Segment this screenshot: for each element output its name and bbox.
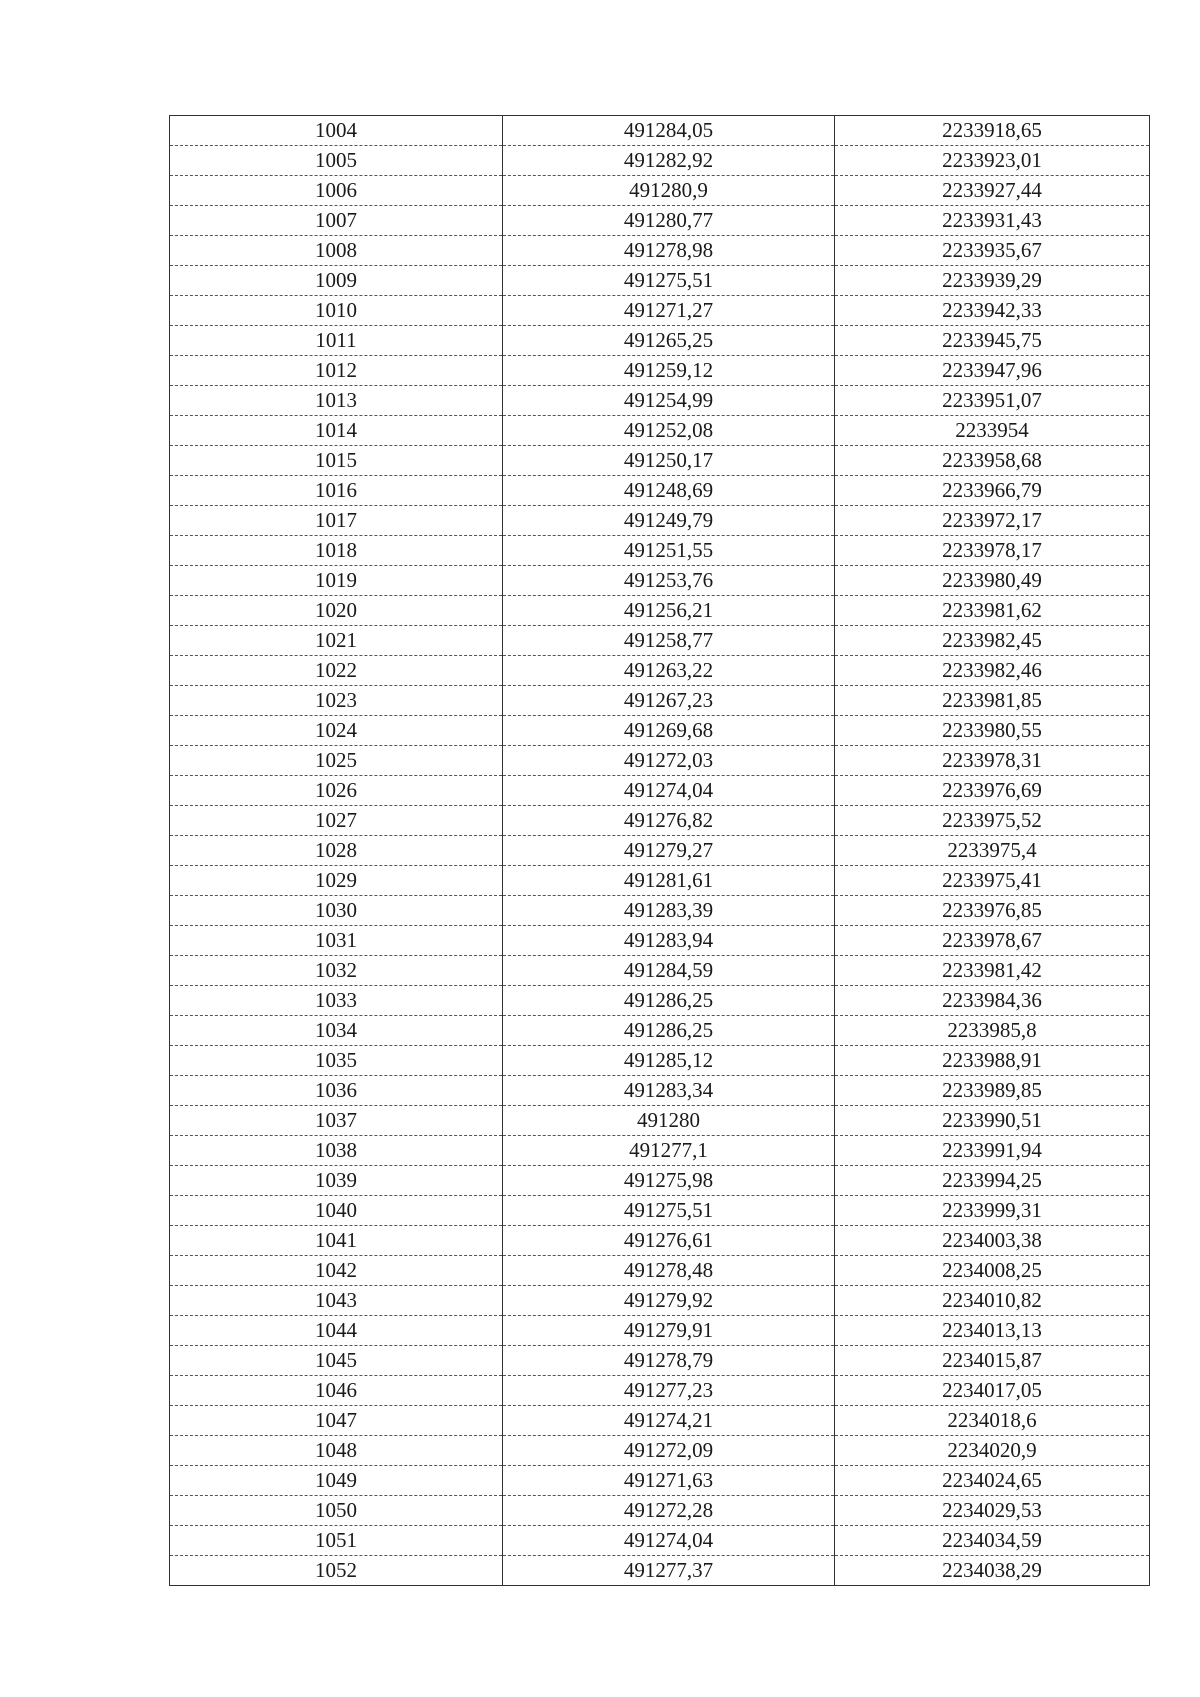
- x-coordinate-cell: 491248,69: [503, 476, 835, 506]
- table-row: [170, 1436, 1150, 1466]
- point-number-cell: 1039: [170, 1166, 503, 1196]
- y-coordinate-cell: 2233978,31: [835, 746, 1150, 776]
- x-coordinate-cell: 491267,23: [503, 686, 835, 716]
- y-coordinate-cell: 2233942,33: [835, 296, 1150, 326]
- y-coordinate-cell: 2233918,65: [835, 116, 1150, 146]
- x-coordinate-cell: 491252,08: [503, 416, 835, 446]
- x-coordinate-cell: 491282,92: [503, 146, 835, 176]
- table-row: [170, 1466, 1150, 1496]
- y-coordinate-cell: 2233990,51: [835, 1106, 1150, 1136]
- x-coordinate-cell: 491277,1: [503, 1136, 835, 1166]
- table-row: [170, 746, 1150, 776]
- point-number-cell: 1018: [170, 536, 503, 566]
- point-number-cell: 1027: [170, 806, 503, 836]
- y-coordinate-cell: 2234029,53: [835, 1496, 1150, 1526]
- table-row: [170, 1496, 1150, 1526]
- table-row: [170, 1556, 1150, 1586]
- table-row: [170, 986, 1150, 1016]
- y-coordinate-cell: 2234003,38: [835, 1226, 1150, 1256]
- y-coordinate-cell: 2233988,91: [835, 1046, 1150, 1076]
- point-number-cell: 1032: [170, 956, 503, 986]
- y-coordinate-cell: 2233976,85: [835, 896, 1150, 926]
- x-coordinate-cell: 491277,37: [503, 1556, 835, 1586]
- point-number-cell: 1035: [170, 1046, 503, 1076]
- y-coordinate-cell: 2233945,75: [835, 326, 1150, 356]
- point-number-cell: 1030: [170, 896, 503, 926]
- table-row: [170, 386, 1150, 416]
- y-coordinate-cell: 2233947,96: [835, 356, 1150, 386]
- y-coordinate-cell: 2233972,17: [835, 506, 1150, 536]
- point-number-cell: 1017: [170, 506, 503, 536]
- table-row: [170, 176, 1150, 206]
- point-number-cell: 1014: [170, 416, 503, 446]
- table-row: [170, 566, 1150, 596]
- point-number-cell: 1005: [170, 146, 503, 176]
- x-coordinate-cell: 491269,68: [503, 716, 835, 746]
- y-coordinate-cell: 2233981,42: [835, 956, 1150, 986]
- y-coordinate-cell: 2233951,07: [835, 386, 1150, 416]
- table-row: [170, 626, 1150, 656]
- point-number-cell: 1045: [170, 1346, 503, 1376]
- x-coordinate-cell: 491265,25: [503, 326, 835, 356]
- point-number-cell: 1019: [170, 566, 503, 596]
- x-coordinate-cell: 491286,25: [503, 1016, 835, 1046]
- point-number-cell: 1006: [170, 176, 503, 206]
- table-row: [170, 326, 1150, 356]
- y-coordinate-cell: 2233981,85: [835, 686, 1150, 716]
- point-number-cell: 1015: [170, 446, 503, 476]
- y-coordinate-cell: 2233982,46: [835, 656, 1150, 686]
- x-coordinate-cell: 491279,91: [503, 1316, 835, 1346]
- point-number-cell: 1020: [170, 596, 503, 626]
- table-row: [170, 1226, 1150, 1256]
- y-coordinate-cell: 2233980,49: [835, 566, 1150, 596]
- point-number-cell: 1042: [170, 1256, 503, 1286]
- y-coordinate-cell: 2233939,29: [835, 266, 1150, 296]
- table-row: [170, 536, 1150, 566]
- point-number-cell: 1050: [170, 1496, 503, 1526]
- table-row: [170, 1286, 1150, 1316]
- table-row: [170, 1256, 1150, 1286]
- y-coordinate-cell: 2234015,87: [835, 1346, 1150, 1376]
- x-coordinate-cell: 491281,61: [503, 866, 835, 896]
- point-number-cell: 1023: [170, 686, 503, 716]
- table-row: [170, 236, 1150, 266]
- point-number-cell: 1007: [170, 206, 503, 236]
- y-coordinate-cell: 2234013,13: [835, 1316, 1150, 1346]
- table-row: [170, 1316, 1150, 1346]
- x-coordinate-cell: 491284,05: [503, 116, 835, 146]
- x-coordinate-cell: 491275,98: [503, 1166, 835, 1196]
- y-coordinate-cell: 2233976,69: [835, 776, 1150, 806]
- x-coordinate-cell: 491277,23: [503, 1376, 835, 1406]
- y-coordinate-cell: 2233999,31: [835, 1196, 1150, 1226]
- x-coordinate-cell: 491278,98: [503, 236, 835, 266]
- x-coordinate-cell: 491250,17: [503, 446, 835, 476]
- point-number-cell: 1038: [170, 1136, 503, 1166]
- table-row: [170, 1196, 1150, 1226]
- table-row: [170, 1526, 1150, 1556]
- point-number-cell: 1009: [170, 266, 503, 296]
- table-row: [170, 296, 1150, 326]
- y-coordinate-cell: 2233966,79: [835, 476, 1150, 506]
- point-number-cell: 1013: [170, 386, 503, 416]
- table-row: [170, 956, 1150, 986]
- y-coordinate-cell: 2233991,94: [835, 1136, 1150, 1166]
- x-coordinate-cell: 491263,22: [503, 656, 835, 686]
- table-row: [170, 596, 1150, 626]
- x-coordinate-cell: 491271,63: [503, 1466, 835, 1496]
- table-row: [170, 116, 1150, 146]
- y-coordinate-cell: 2233935,67: [835, 236, 1150, 266]
- table-row: [170, 1016, 1150, 1046]
- y-coordinate-cell: 2233985,8: [835, 1016, 1150, 1046]
- table-row: [170, 1046, 1150, 1076]
- point-number-cell: 1012: [170, 356, 503, 386]
- table-row: [170, 1076, 1150, 1106]
- point-number-cell: 1043: [170, 1286, 503, 1316]
- point-number-cell: 1048: [170, 1436, 503, 1466]
- coordinates-table-body: [170, 116, 1150, 1586]
- point-number-cell: 1052: [170, 1556, 503, 1586]
- point-number-cell: 1040: [170, 1196, 503, 1226]
- y-coordinate-cell: 2233931,43: [835, 206, 1150, 236]
- y-coordinate-cell: 2233927,44: [835, 176, 1150, 206]
- table-row: [170, 926, 1150, 956]
- point-number-cell: 1041: [170, 1226, 503, 1256]
- coordinates-table: [169, 115, 1150, 1586]
- y-coordinate-cell: 2233975,4: [835, 836, 1150, 866]
- x-coordinate-cell: 491286,25: [503, 986, 835, 1016]
- x-coordinate-cell: 491283,34: [503, 1076, 835, 1106]
- table-row: [170, 506, 1150, 536]
- point-number-cell: 1033: [170, 986, 503, 1016]
- point-number-cell: 1004: [170, 116, 503, 146]
- table-row: [170, 716, 1150, 746]
- y-coordinate-cell: 2233975,52: [835, 806, 1150, 836]
- table-row: [170, 1166, 1150, 1196]
- table-row: [170, 266, 1150, 296]
- point-number-cell: 1047: [170, 1406, 503, 1436]
- point-number-cell: 1022: [170, 656, 503, 686]
- x-coordinate-cell: 491253,76: [503, 566, 835, 596]
- y-coordinate-cell: 2234034,59: [835, 1526, 1150, 1556]
- x-coordinate-cell: 491271,27: [503, 296, 835, 326]
- x-coordinate-cell: 491251,55: [503, 536, 835, 566]
- x-coordinate-cell: 491256,21: [503, 596, 835, 626]
- y-coordinate-cell: 2234008,25: [835, 1256, 1150, 1286]
- x-coordinate-cell: 491272,09: [503, 1436, 835, 1466]
- x-coordinate-cell: 491276,61: [503, 1226, 835, 1256]
- point-number-cell: 1011: [170, 326, 503, 356]
- table-row: [170, 806, 1150, 836]
- x-coordinate-cell: 491280,77: [503, 206, 835, 236]
- y-coordinate-cell: 2234038,29: [835, 1556, 1150, 1586]
- x-coordinate-cell: 491258,77: [503, 626, 835, 656]
- table-row: [170, 896, 1150, 926]
- y-coordinate-cell: 2234010,82: [835, 1286, 1150, 1316]
- table-row: [170, 866, 1150, 896]
- point-number-cell: 1051: [170, 1526, 503, 1556]
- y-coordinate-cell: 2233975,41: [835, 866, 1150, 896]
- point-number-cell: 1034: [170, 1016, 503, 1046]
- table-row: [170, 356, 1150, 386]
- point-number-cell: 1021: [170, 626, 503, 656]
- x-coordinate-cell: 491272,03: [503, 746, 835, 776]
- point-number-cell: 1049: [170, 1466, 503, 1496]
- x-coordinate-cell: 491249,79: [503, 506, 835, 536]
- x-coordinate-cell: 491274,21: [503, 1406, 835, 1436]
- point-number-cell: 1008: [170, 236, 503, 266]
- table-row: [170, 416, 1150, 446]
- x-coordinate-cell: 491284,59: [503, 956, 835, 986]
- y-coordinate-cell: 2234017,05: [835, 1376, 1150, 1406]
- x-coordinate-cell: 491254,99: [503, 386, 835, 416]
- x-coordinate-cell: 491283,39: [503, 896, 835, 926]
- y-coordinate-cell: 2234020,9: [835, 1436, 1150, 1466]
- x-coordinate-cell: 491285,12: [503, 1046, 835, 1076]
- y-coordinate-cell: 2233989,85: [835, 1076, 1150, 1106]
- x-coordinate-cell: 491274,04: [503, 1526, 835, 1556]
- point-number-cell: 1031: [170, 926, 503, 956]
- x-coordinate-cell: 491275,51: [503, 1196, 835, 1226]
- table-row: [170, 1136, 1150, 1166]
- x-coordinate-cell: 491259,12: [503, 356, 835, 386]
- x-coordinate-cell: 491280,9: [503, 176, 835, 206]
- x-coordinate-cell: 491276,82: [503, 806, 835, 836]
- table-row: [170, 1376, 1150, 1406]
- x-coordinate-cell: 491275,51: [503, 266, 835, 296]
- table-row: [170, 776, 1150, 806]
- y-coordinate-cell: 2234024,65: [835, 1466, 1150, 1496]
- y-coordinate-cell: 2233984,36: [835, 986, 1150, 1016]
- point-number-cell: 1025: [170, 746, 503, 776]
- x-coordinate-cell: 491278,79: [503, 1346, 835, 1376]
- table-row: [170, 146, 1150, 176]
- table-row: [170, 206, 1150, 236]
- table-row: [170, 836, 1150, 866]
- y-coordinate-cell: 2233980,55: [835, 716, 1150, 746]
- point-number-cell: 1026: [170, 776, 503, 806]
- table-row: [170, 1346, 1150, 1376]
- y-coordinate-cell: 2234018,6: [835, 1406, 1150, 1436]
- x-coordinate-cell: 491274,04: [503, 776, 835, 806]
- table-row: [170, 1406, 1150, 1436]
- point-number-cell: 1028: [170, 836, 503, 866]
- table-row: [170, 476, 1150, 506]
- point-number-cell: 1036: [170, 1076, 503, 1106]
- point-number-cell: 1046: [170, 1376, 503, 1406]
- table-row: [170, 1106, 1150, 1136]
- point-number-cell: 1029: [170, 866, 503, 896]
- y-coordinate-cell: 2233958,68: [835, 446, 1150, 476]
- y-coordinate-cell: 2233978,67: [835, 926, 1150, 956]
- y-coordinate-cell: 2233923,01: [835, 146, 1150, 176]
- y-coordinate-cell: 2233978,17: [835, 536, 1150, 566]
- table-row: [170, 656, 1150, 686]
- table-row: [170, 686, 1150, 716]
- x-coordinate-cell: 491272,28: [503, 1496, 835, 1526]
- x-coordinate-cell: 491280: [503, 1106, 835, 1136]
- table-row: [170, 446, 1150, 476]
- point-number-cell: 1010: [170, 296, 503, 326]
- point-number-cell: 1016: [170, 476, 503, 506]
- y-coordinate-cell: 2233981,62: [835, 596, 1150, 626]
- point-number-cell: 1044: [170, 1316, 503, 1346]
- x-coordinate-cell: 491279,27: [503, 836, 835, 866]
- point-number-cell: 1024: [170, 716, 503, 746]
- x-coordinate-cell: 491278,48: [503, 1256, 835, 1286]
- y-coordinate-cell: 2233994,25: [835, 1166, 1150, 1196]
- x-coordinate-cell: 491279,92: [503, 1286, 835, 1316]
- y-coordinate-cell: 2233982,45: [835, 626, 1150, 656]
- x-coordinate-cell: 491283,94: [503, 926, 835, 956]
- point-number-cell: 1037: [170, 1106, 503, 1136]
- y-coordinate-cell: 2233954: [835, 416, 1150, 446]
